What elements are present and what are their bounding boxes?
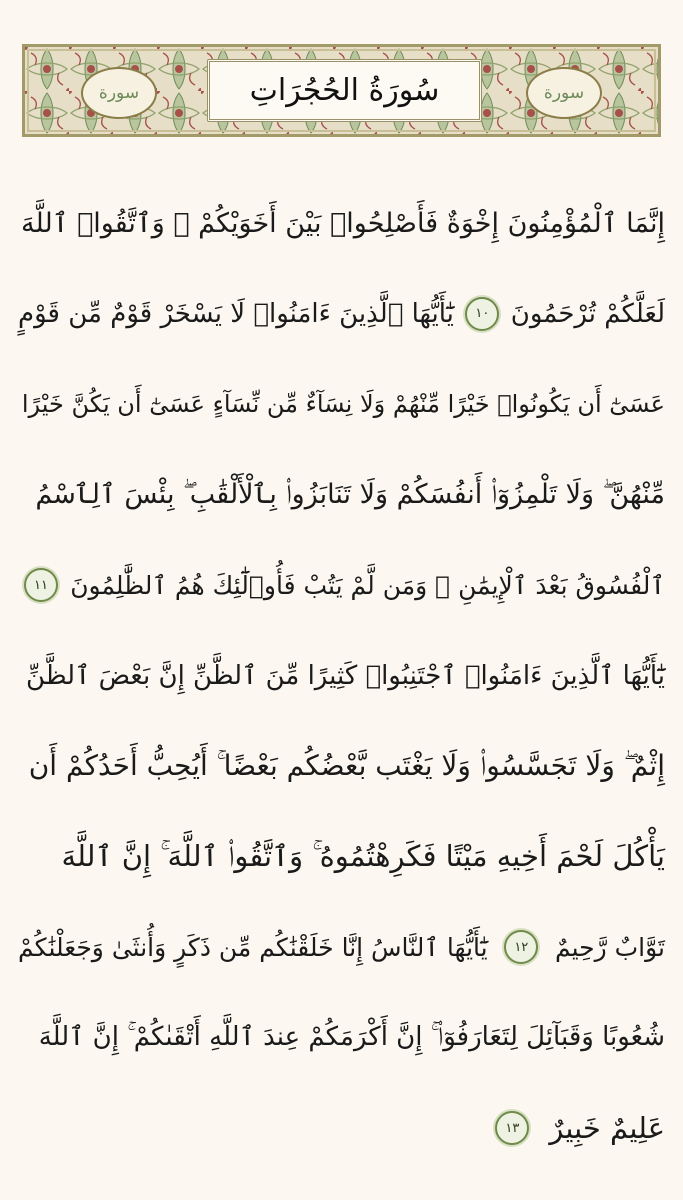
verse-line xyxy=(18,450,665,541)
verse-line xyxy=(18,631,665,722)
verse-text: مِّنْهُنَّ ۖ وَلَا تَلْمِزُوٓا۟ أَنفُسَكُمْ وَلَا تَنَابَزُوا۟ بِٱلْأَلْقَٰبِ ۖ بِئْسَ ٱلِٱسْمُ xyxy=(35,478,665,510)
verse-line xyxy=(18,178,665,269)
verse-text: ٱلْفُسُوقُ بَعْدَ ٱلْإِيمَٰنِ ۚ وَمَن لَّمْ يَتُبْ فَأُو۟لَٰٓئِكَ هُمُ ٱلظَّٰلِمُونَ xyxy=(70,570,665,600)
ayah-number-marker: ١١ xyxy=(24,568,58,602)
verse-text: يَٰٓأَيُّهَا ٱلَّذِينَ ءَامَنُوا۟ ٱجْتَنِبُوا۟ كَثِيرًا مِّنَ ٱلظَّنِّ إِنَّ بَعْضَ ٱلظَّنِّ xyxy=(26,660,665,691)
verse-line xyxy=(18,1083,665,1174)
verse-line xyxy=(18,902,665,993)
ayah-number-marker: ١٢ xyxy=(504,930,538,964)
verse-text: يَأْكُلَ لَحْمَ أَخِيهِ مَيْتًا فَكَرِهْتُمُوهُ ۚ وَٱتَّقُوا۟ ٱللَّهَ ۚ إِنَّ ٱللَّهَ xyxy=(61,839,665,874)
verse-text: يَٰٓأَيُّهَا ٱلَّذِينَ ءَامَنُوا۟ لَا يَسْخَرْ قَوْمٌ مِّن قَوْمٍ xyxy=(18,298,454,329)
verse-text: لَعَلَّكُمْ تُرْحَمُونَ xyxy=(510,298,665,329)
surah-medallion-left: سورة xyxy=(81,67,157,119)
ayah-number-marker: ١٠ xyxy=(465,297,499,331)
verse-line xyxy=(18,812,665,903)
verse-text: عَلِيمٌ خَبِيرٌ xyxy=(549,1111,665,1146)
surah-title-frame xyxy=(207,59,482,122)
verse-line xyxy=(18,359,665,450)
surah-title: سُورَةُ الحُجُرَاتِ xyxy=(249,73,440,108)
verse-line xyxy=(18,269,665,360)
verse-text: عَسَىٰٓ أَن يَكُونُوا۟ خَيْرًا مِّنْهُمْ وَلَا نِسَآءٌ مِّن نِّسَآءٍ عَسَىٰٓ أَن يَكُنَّ خَيْرًا xyxy=(21,390,665,419)
quran-verses-block xyxy=(18,178,665,1174)
verse-text: تَوَّابٌ رَّحِيمٌ xyxy=(554,932,665,962)
ayah-number-marker: ١٣ xyxy=(495,1111,529,1145)
verse-text: شُعُوبًا وَقَبَآئِلَ لِتَعَارَفُوٓا۟ ۚ إِنَّ أَكْرَمَكُمْ عِندَ ٱللَّهِ أَتْقَىٰكُمْ ۚ إِنَّ ٱللَّهَ xyxy=(38,1022,665,1053)
surah-header-banner xyxy=(22,44,661,137)
verse-line xyxy=(18,993,665,1084)
verse-text: إِنَّمَا ٱلْمُؤْمِنُونَ إِخْوَةٌ فَأَصْلِحُوا۟ بَيْنَ أَخَوَيْكُمْ ۚ وَٱتَّقُوا۟ ٱللَّهَ xyxy=(21,207,665,239)
verse-text: يَٰٓأَيُّهَا ٱلنَّاسُ إِنَّا خَلَقْنَٰكُم مِّن ذَكَرٍ وَأُنثَىٰ وَجَعَلْنَٰكُمْ xyxy=(18,932,488,962)
verse-text: إِثْمٌ ۖ وَلَا تَجَسَّسُوا۟ وَلَا يَغْتَب بَّعْضُكُم بَعْضًا ۚ أَيُحِبُّ أَحَدُكُمْ أَن xyxy=(28,749,665,783)
surah-medallion-right: سورة xyxy=(526,67,602,119)
verse-line xyxy=(18,540,665,631)
verse-line xyxy=(18,721,665,812)
